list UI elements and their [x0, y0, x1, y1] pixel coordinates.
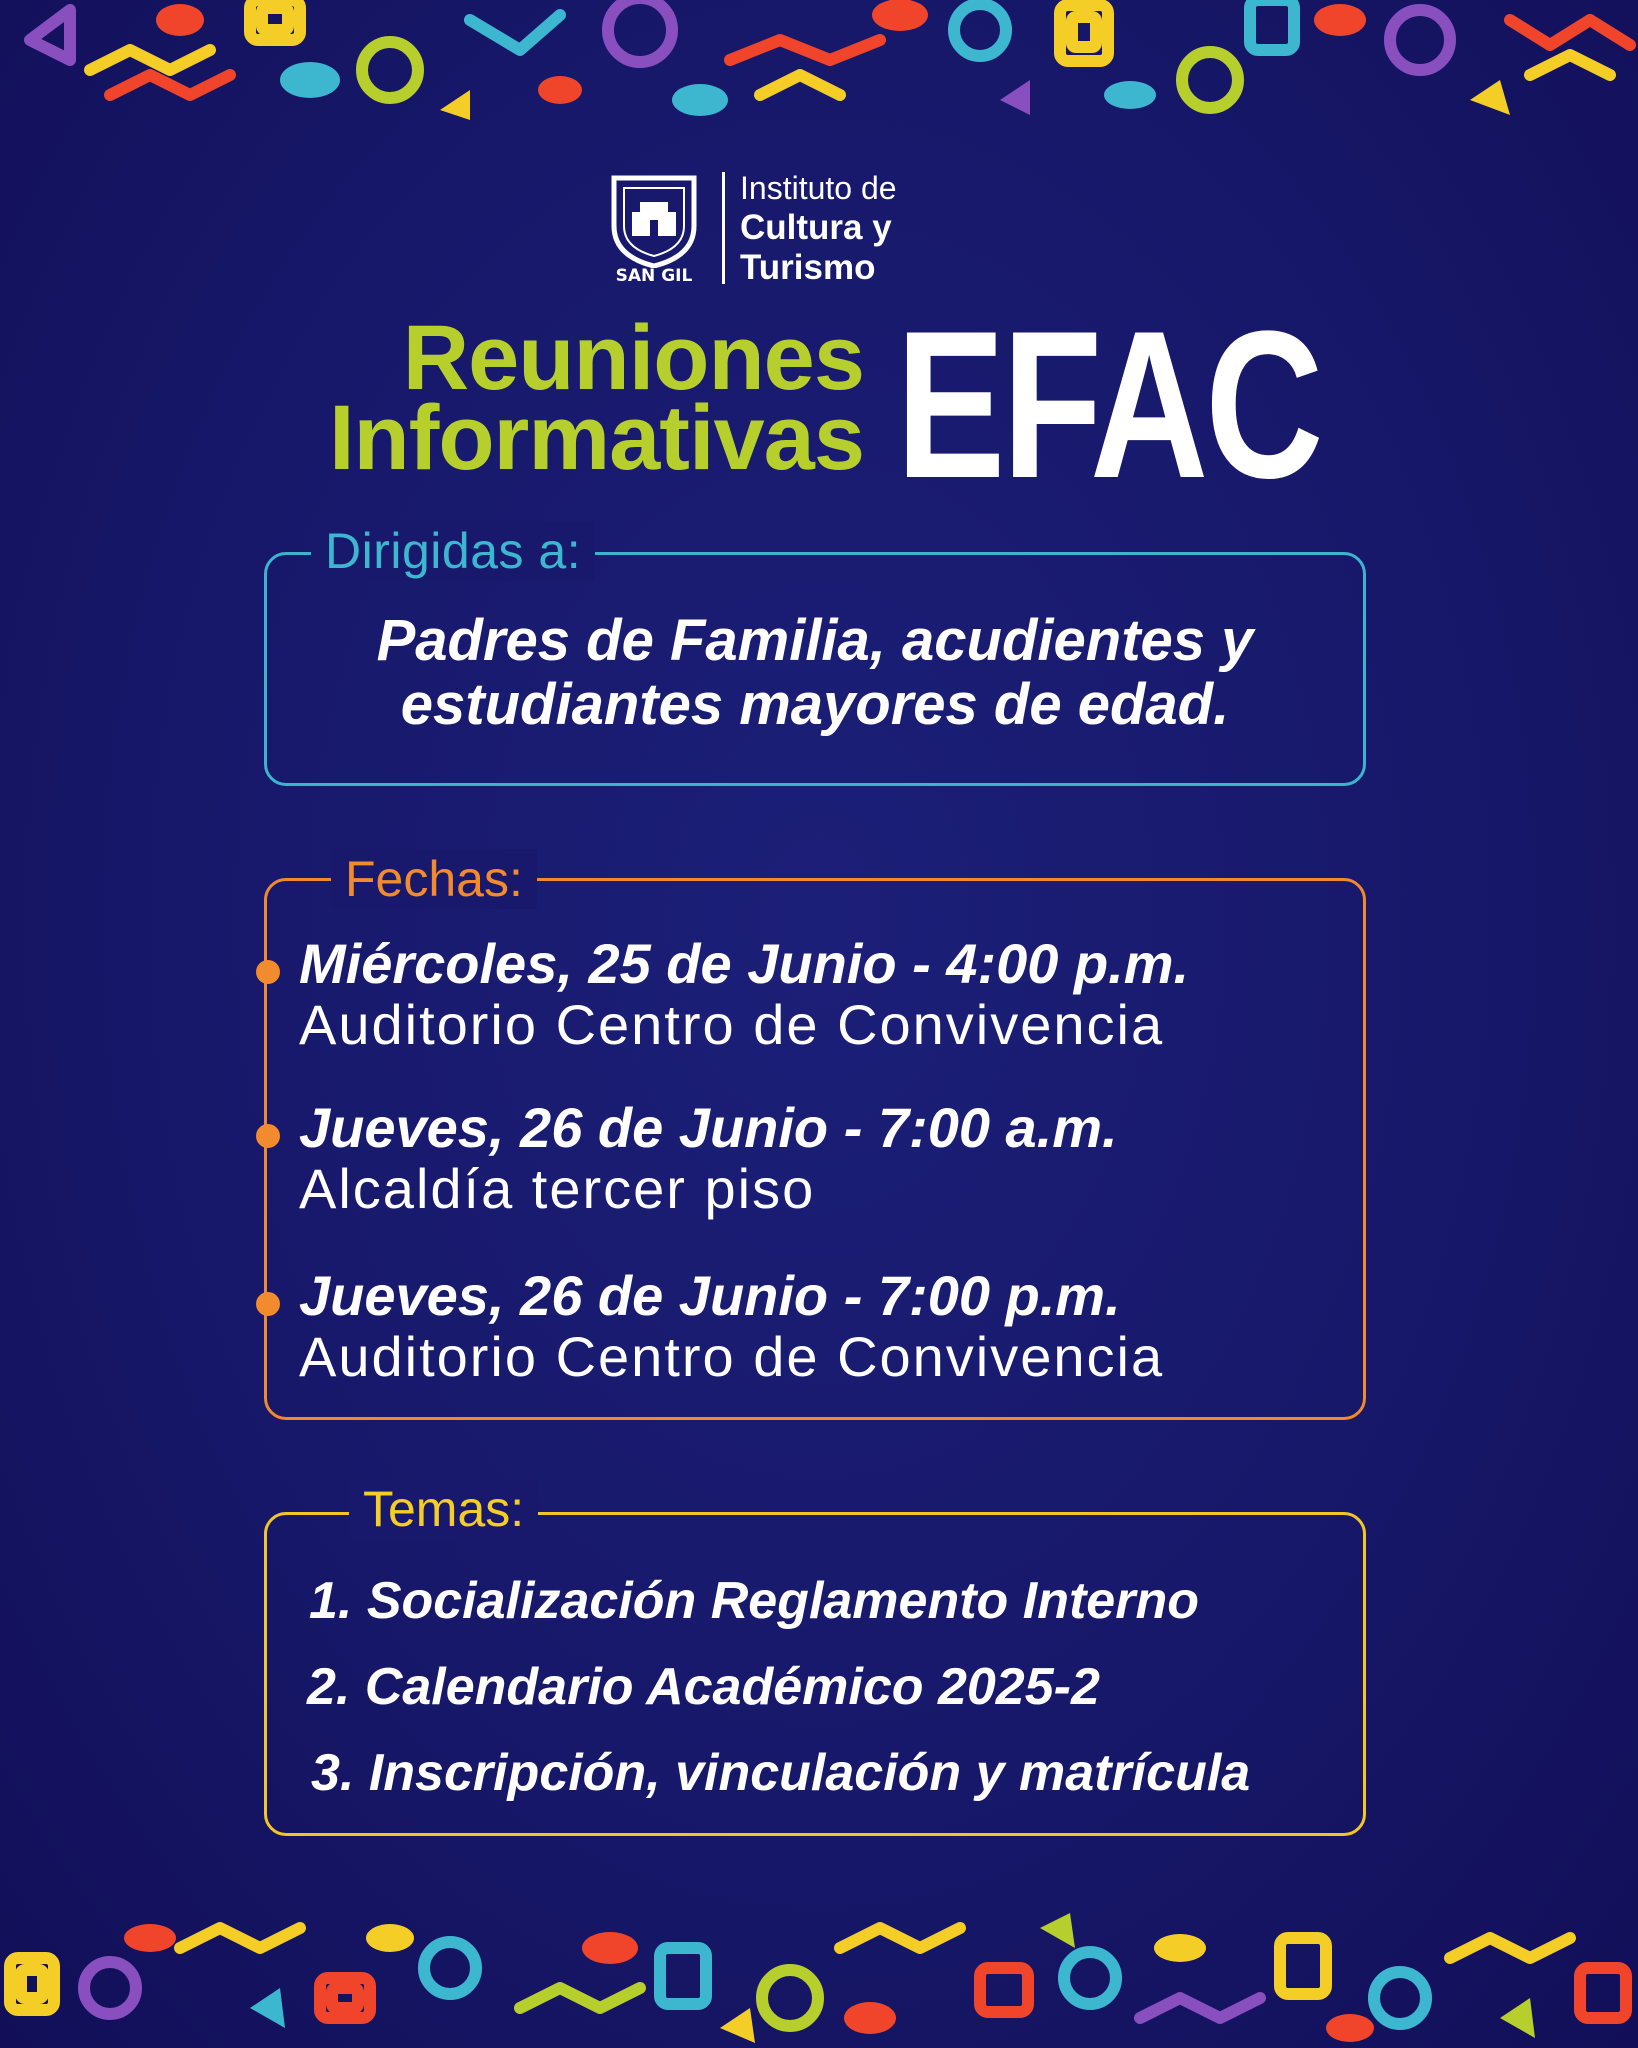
logo-line-2: Cultura y	[740, 208, 892, 247]
audience-text-line-2: estudiantes mayores de edad.	[400, 672, 1230, 737]
date-item	[299, 933, 1189, 1055]
topics-box	[264, 1481, 1366, 1836]
date-when: Jueves, 26 de Junio - 7:00 a.m.	[299, 1096, 1118, 1159]
dates-label: Fechas:	[331, 849, 537, 909]
decorative-border-bottom	[0, 1908, 1638, 2048]
date-where: Alcaldía tercer piso	[299, 1157, 816, 1220]
headline-line-1: Reuniones	[402, 307, 864, 409]
bullet-dot-icon	[256, 1292, 280, 1316]
date-when: Jueves, 26 de Junio - 7:00 p.m.	[299, 1264, 1121, 1327]
topic-item: 1. Socialización Reglamento Interno	[309, 1572, 1199, 1630]
audience-label: Dirigidas a:	[311, 521, 595, 581]
shield-emblem-icon	[606, 172, 702, 268]
logo-city: SAN GIL	[615, 266, 693, 286]
headline-line-2: Informativas	[328, 387, 864, 489]
bullet-dot-icon	[256, 960, 280, 984]
decorative-border-top	[0, 0, 1638, 124]
logo-divider	[722, 172, 725, 284]
dates-box	[264, 851, 1366, 1420]
headline-efac: EFAC	[896, 287, 1321, 522]
date-when: Miércoles, 25 de Junio - 4:00 p.m.	[299, 932, 1190, 995]
audience-box	[264, 523, 1366, 786]
date-item	[299, 1097, 1118, 1219]
topics-label: Temas:	[349, 1479, 538, 1539]
logo-line-1: Instituto de	[740, 170, 897, 206]
logo-line-3: Turismo	[740, 248, 876, 287]
audience-text-line-1: Padres de Familia, acudientes y	[376, 608, 1254, 673]
date-where: Auditorio Centro de Convivencia	[299, 993, 1165, 1056]
date-where: Auditorio Centro de Convivencia	[299, 1325, 1165, 1388]
bullet-dot-icon	[256, 1124, 280, 1148]
topic-item: 2. Calendario Académico 2025-2	[307, 1658, 1100, 1716]
date-item	[299, 1265, 1164, 1387]
institution-logo	[606, 168, 946, 292]
topic-item: 3. Inscripción, vinculación y matrícula	[311, 1744, 1251, 1802]
audience-text	[267, 609, 1363, 737]
